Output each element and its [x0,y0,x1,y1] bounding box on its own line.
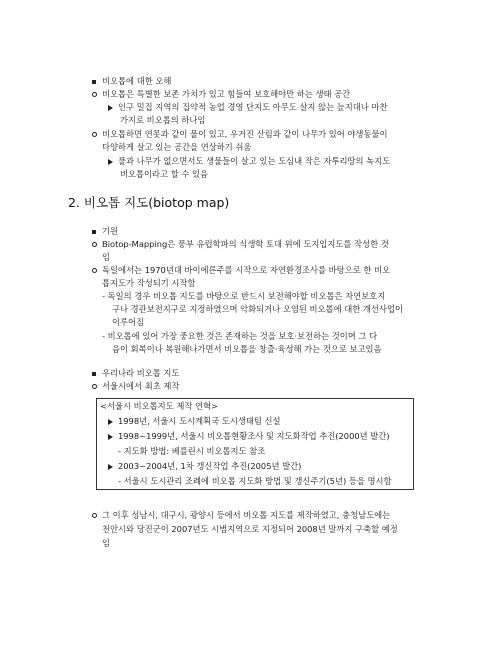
origin-line-3-cont: 구나 경관보전지구로 지정하였으며 악화되거나 오염된 비오톱에 대한 개선사업이 [112,304,403,314]
triangle-bullet-icon [108,159,113,165]
origin-line-1: Biotop-Mapping은 풍부 유럽학파의 식생학 토대 위에 도지입지도를 작성한 것 [92,239,389,250]
history-line-3: - 지도화 방법: 베를린시 비오톱지도 참조 [118,446,266,456]
section1-item-2: 인구 밀집 지역의 집약적 농업 경영 단지도 아무도 살지 않는 늪지대나 마찬 [108,102,387,113]
origin-line-1-cont: 임 [102,252,111,262]
history-line-2: 1998~1999년, 서울시 비오톱현황조사 및 지도화작업 추진(2000년 발간) [108,431,390,442]
circle-bullet-icon [92,268,97,273]
square-bullet-icon [92,372,96,376]
circle-bullet-icon [92,242,97,247]
history-line-1: 1998년, 서울시 도시계획국 도시생태팀 신설 [108,416,281,427]
after-line-1: 그 이후 성남시, 대구시, 광양시 등에서 비오톱 지도를 제작하였고, 충청남도에는 [92,510,390,521]
section1-heading: 비오톱에 대한 오해 [92,76,171,87]
circle-bullet-icon [92,384,97,389]
square-bullet-icon [92,80,96,84]
section2-title: 2. 비오톱 지도(biotop map) [68,195,230,210]
section1-item-4: 풀과 나무가 없으면서도 생물들이 살고 있는 도심내 작은 자투리땅의 녹지도 [108,156,390,167]
triangle-bullet-icon [108,464,113,470]
circle-bullet-icon [92,132,97,137]
triangle-bullet-icon [108,434,113,440]
triangle-bullet-icon [108,419,113,425]
korea-first: 서울시에서 최초 제작 [92,381,179,392]
section1-item-3: 비오톱하면 연못과 같이 물이 있고, 우거진 산림과 같이 나무가 있어 야생동물이 [92,129,388,140]
section1-item-3-cont: 다양하게 살고 있는 공간을 연상하기 쉬움 [102,142,252,152]
origin-line-3-cont2: 이루어짐 [112,317,145,327]
history-box-title: <서울시 비오톱지도 제작 연혁> [100,401,218,411]
section1-item-4-cont: 비오톱이라고 할 수 있음 [120,169,209,179]
korea-heading: 우리나라 비오톱 지도 [92,368,179,379]
triangle-bullet-icon [108,105,113,111]
origin-line-4-cont: 음이 회복이나 복원해나가면서 비오톱을 창출·육성해 가는 것으로 보고있음 [112,344,382,354]
after-line-3: 임 [102,538,111,548]
origin-line-4: - 비오톱에 있어 가장 중요한 것은 존재하는 것을 보호·보전하는 것이며 그 다 [102,331,378,341]
history-line-5: - 서울시 도시관리 조례에 비오톱 지도화 방법 및 갱신주기(5년) 등을 명시함 [118,476,392,486]
section1-item-2-cont: 가지로 비오톱의 하나임 [120,115,206,125]
origin-line-2-cont: 톱지도가 작성되기 시작함 [102,278,196,288]
after-line-2: 천안시와 당진군이 2007년도 시범지역으로 지정되어 2008년 말까지 구축할 예정 [102,524,398,534]
circle-bullet-icon [92,92,97,97]
origin-line-2: 독일에서는 1970년대 바이에른주를 시작으로 자연환경조사를 바탕으로 한 비오 [92,265,390,276]
origin-heading: 기원 [92,226,118,237]
square-bullet-icon [92,230,96,234]
origin-line-3: - 독일의 경우 비오톱 지도를 바탕으로 반드시 보전해야할 비오톱은 자연보호지 [102,291,386,301]
history-line-4: 2003~2004년, 1차 갱신작업 추진(2005년 발간) [108,461,301,472]
circle-bullet-icon [92,513,97,518]
section1-item-1: 비오톱은 특별한 보존 가치가 있고 힘들여 보호해야만 하는 생태 공간 [92,89,350,100]
